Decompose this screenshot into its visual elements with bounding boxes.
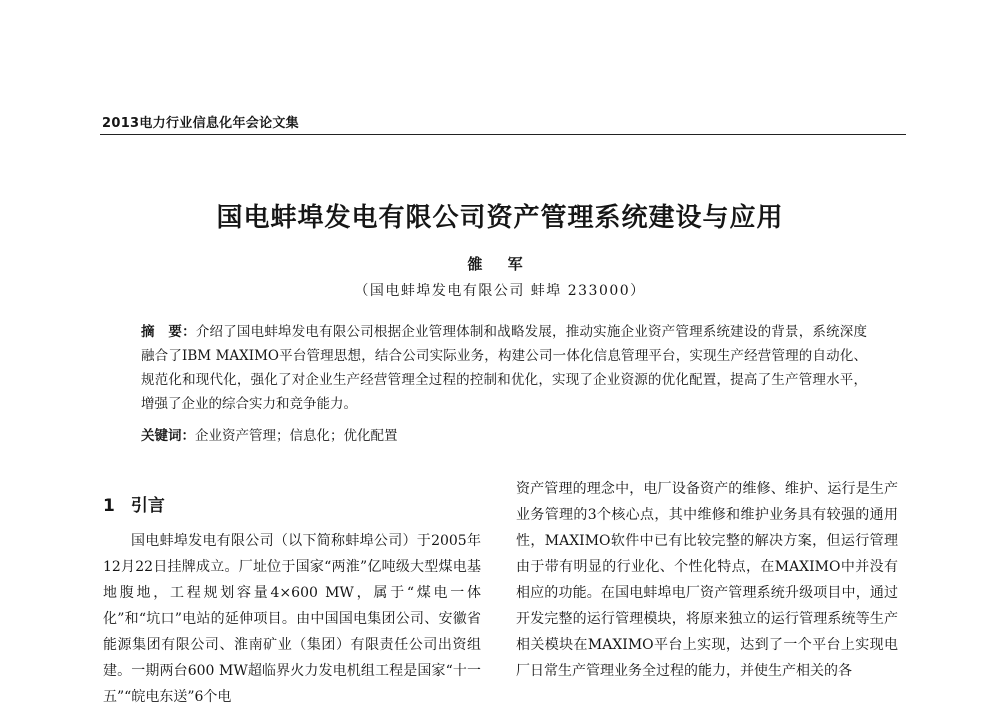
body-paragraph: 国电蚌埠发电有限公司（以下简称蚌埠公司）于2005年12月22日挂牌成立。厂址位于国家“两淮”亿吨级大型煤电基地腹地，工程规划容量4×600 MW，属于“煤电一体化”和“坑口”电站的延伸项目。由中国国电集团公司、安徽省能源集团有限公司、淮南矿业（集团）有限责任公司出资组建。一期两台600 MW超临界火力发电机组工程是国家“十一五”“皖电东送”6个电 — [103, 533, 481, 705]
author: 雒 军 — [467, 255, 533, 273]
paper-title: 国电蚌埠发电有限公司资产管理系统建设与应用 — [216, 203, 784, 233]
running-head: 2013电力行业信息化年会论文集 — [102, 116, 299, 131]
keywords-label: 关键词： — [141, 428, 195, 444]
affiliation: （国电蚌埠发电有限公司 蚌埠 233000） — [354, 283, 646, 299]
keywords-text: 企业资产管理；信息化；优化配置 — [195, 428, 398, 444]
keywords — [141, 424, 867, 448]
body-paragraph: 资产管理的理念中，电厂设备资产的维修、维护、运行是生产业务管理的3个核心点，其中维修和维护业务具有较强的通用性，MAXIMO软件中已有比较完整的解决方案，但运行管理由于带有明显的行业化、个性化特点，在MAXIMO中并没有相应的功能。在国电蚌埠电厂资产管理系统升级项目中，通过开发完整的运行管理模块，将原来独立的运行管理系统等生产相关模块在MAXIMO平台上实现，达到了一个平台上实现电厂日常生产管理业务全过程的能力，并使生产相关的各 — [516, 481, 898, 679]
header-rule — [100, 134, 906, 135]
body-column-right — [516, 476, 898, 684]
abstract-label: 摘 要： — [141, 324, 196, 340]
section-number: 1 — [103, 496, 115, 516]
abstract-text: 介绍了国电蚌埠发电有限公司根据企业管理体制和战略发展，推动实施企业资产管理系统建设的背景，系统深度融合了IBM MAXIMO平台管理思想，结合公司实际业务，构建公司一体化信息管理平台，实现生产经营管理的自动化、规范化和现代化，强化了对企业生产经营管理全过程的控制和优化，实现了企业资源的优化配置，提高了生产管理水平，增强了企业的综合实力和竞争能力。 — [141, 324, 868, 412]
abstract — [141, 320, 867, 416]
section-heading — [103, 491, 165, 516]
body-column-left — [103, 528, 481, 710]
section-title: 引言 — [130, 496, 165, 516]
